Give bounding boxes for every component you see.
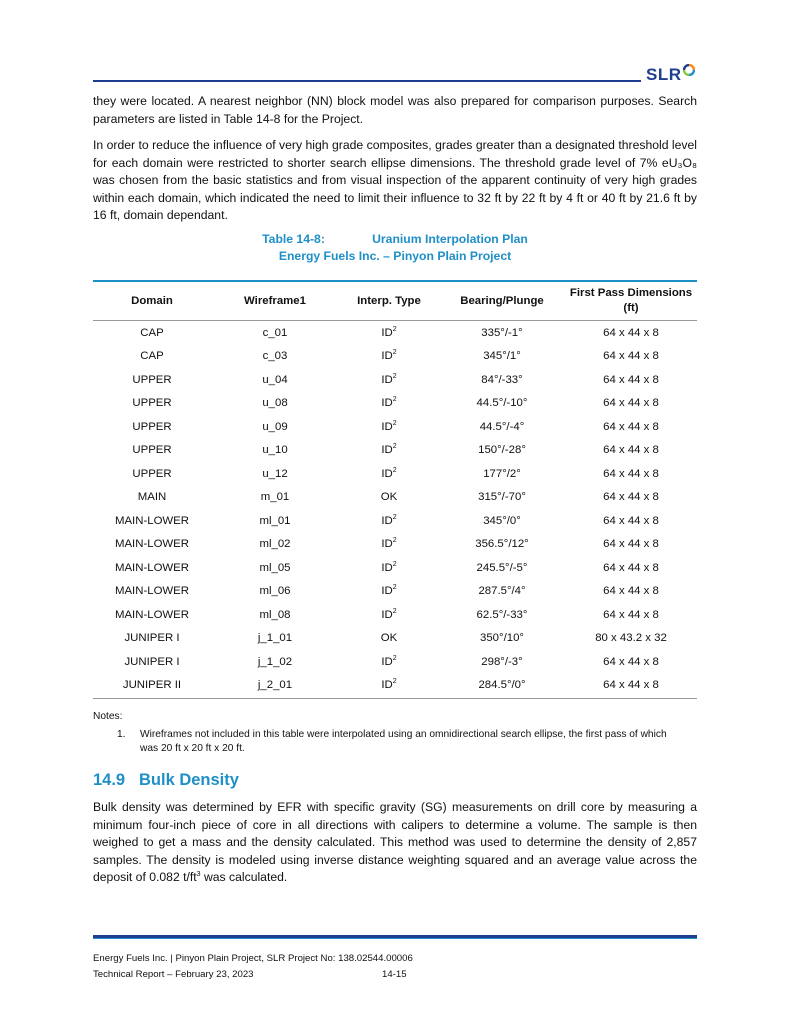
interp-type-superscript: 2 xyxy=(392,419,397,427)
section-number: 14.9 xyxy=(93,771,126,789)
cell-wireframe: j_1_02 xyxy=(257,655,293,668)
cell-first-pass-dimensions: 64 x 44 x 8 xyxy=(603,444,659,457)
interp-type-superscript: 2 xyxy=(392,678,397,686)
interp-type-text: ID xyxy=(381,467,393,480)
logo-mark-icon xyxy=(683,64,695,76)
logo-text: SLR xyxy=(646,65,682,84)
cell-wireframe: ml_02 xyxy=(259,538,291,551)
cell-interp-type xyxy=(339,656,439,668)
cell-interp-type xyxy=(339,491,439,503)
cell-first-pass-dimensions: 64 x 44 x 8 xyxy=(603,350,659,363)
interp-type-superscript: 2 xyxy=(392,654,397,662)
cell-interp-type xyxy=(339,327,439,339)
cell-first-pass-dimensions: 64 x 44 x 8 xyxy=(603,608,659,621)
cell-first-pass-dimensions: 64 x 44 x 8 xyxy=(603,538,659,551)
cell-domain: UPPER xyxy=(132,420,172,433)
cell-bearing-plunge: 44.5°/-10° xyxy=(476,397,528,410)
table-row xyxy=(93,486,697,510)
cell-first-pass-dimensions: 64 x 44 x 8 xyxy=(603,514,659,527)
cell-bearing-plunge: 356.5°/12° xyxy=(475,538,529,551)
cell-domain: JUNIPER I xyxy=(124,632,180,645)
interp-type-superscript: 2 xyxy=(392,396,397,404)
cell-wireframe: c_01 xyxy=(262,326,288,339)
paragraph-bulk-density xyxy=(93,799,697,887)
column-header-interp-type: Interp. Type xyxy=(357,294,421,307)
column-header-bearing: Bearing/Plunge xyxy=(460,294,544,307)
footer-page-number: 14-15 xyxy=(382,969,407,980)
interp-type-text: ID xyxy=(381,679,393,692)
cell-interp-type xyxy=(339,609,439,621)
interp-type-text: OK xyxy=(380,632,398,645)
cell-bearing-plunge: 345°/1° xyxy=(483,350,521,363)
cell-domain: CAP xyxy=(140,326,164,339)
interp-type-text: ID xyxy=(381,373,393,386)
cell-first-pass-dimensions: 64 x 44 x 8 xyxy=(603,679,659,692)
interp-type-text: ID xyxy=(381,326,393,339)
interp-type-text: ID xyxy=(381,608,393,621)
cell-wireframe: u_08 xyxy=(262,397,288,410)
column-header-domain: Domain xyxy=(131,294,173,307)
cell-domain: JUNIPER I xyxy=(124,655,180,668)
cell-bearing-plunge: 287.5°/4° xyxy=(478,585,526,598)
cell-wireframe: ml_01 xyxy=(259,514,291,527)
interp-type-text: ID xyxy=(381,538,393,551)
bulk-density-text-end: was calculated. xyxy=(200,870,288,884)
cell-domain: UPPER xyxy=(132,467,172,480)
cell-bearing-plunge: 84°/-33° xyxy=(481,373,523,386)
notes-heading: Notes: xyxy=(93,711,123,722)
cell-bearing-plunge: 177°/2° xyxy=(483,467,521,480)
note-number: 1. xyxy=(117,729,126,740)
bulk-density-text: Bulk density was determined by EFR with specific gravity (SG) measurements on drill core by measuring a minimum four-inch piece of core in all directions with calipers to determine a volume. The sample is then weighed to get a mass and the density calculated. This method was used to determine the density of 2,857 samples. The density is modeled using inverse distance weighting squared and an average value across the deposit of 0.082 t/ft xyxy=(93,800,697,884)
interp-type-text: ID xyxy=(381,397,393,410)
note-item xyxy=(117,728,687,756)
interp-type-superscript: 2 xyxy=(392,560,397,568)
cell-bearing-plunge: 284.5°/0° xyxy=(478,679,526,692)
table-body xyxy=(93,321,697,697)
table-row xyxy=(93,415,697,439)
interp-type-superscript: 2 xyxy=(392,325,397,333)
interp-type-text: OK xyxy=(380,491,398,504)
table-row xyxy=(93,556,697,580)
interp-type-text: ID xyxy=(381,350,393,363)
interp-type-superscript: 2 xyxy=(392,513,397,521)
table-caption xyxy=(93,231,697,248)
cell-first-pass-dimensions: 64 x 44 x 8 xyxy=(603,585,659,598)
cell-domain: MAIN-LOWER xyxy=(114,538,190,551)
table-row xyxy=(93,345,697,369)
note-text: Wireframes not included in this table were interpolated using an omnidirectional search ellipse, the first pass of which was 20 ft x 20 ft x 20 ft. xyxy=(140,729,667,754)
paragraph-nearest-neighbor: they were located. A nearest neighbor (NN) block model was also prepared for comparison purposes. Search parameters are listed in Table 14-8 for the Project. xyxy=(93,94,697,126)
table-row xyxy=(93,321,697,345)
cell-bearing-plunge: 345°/0° xyxy=(483,514,521,527)
header-rule xyxy=(93,80,641,82)
cell-first-pass-dimensions: 80 x 43.2 x 32 xyxy=(595,632,667,645)
footer-report-date: Technical Report – February 23, 2023 xyxy=(93,969,254,980)
cell-domain: JUNIPER II xyxy=(122,679,182,692)
cell-domain: MAIN-LOWER xyxy=(114,585,190,598)
interp-type-text: ID xyxy=(381,444,393,457)
cell-wireframe: j_1_01 xyxy=(257,632,293,645)
cell-domain: CAP xyxy=(140,350,164,363)
cell-interp-type xyxy=(339,679,439,691)
cell-first-pass-dimensions: 64 x 44 x 8 xyxy=(603,373,659,386)
cell-wireframe: ml_08 xyxy=(259,608,291,621)
cell-domain: MAIN-LOWER xyxy=(114,561,190,574)
interp-type-superscript: 2 xyxy=(392,443,397,451)
table-row xyxy=(93,627,697,651)
cell-interp-type xyxy=(339,515,439,527)
table-row xyxy=(93,603,697,627)
paragraph-high-grade-restriction: In order to reduce the influence of very high grade composites, grades greater than a designated threshold level for each domain were restricted to shorter search ellipse dimensions. The threshold grade level of 7% eU₃O₈ was chosen from the basic statistics and from visual inspection of the apparent continuity of very high grades within each domain, which indicated the need to limit their influence to 32 ft by 22 ft by 4 ft or 40 ft by 21.6 ft by 16 ft, domain dependant. xyxy=(93,138,697,222)
table-row xyxy=(93,580,697,604)
interp-type-superscript: 2 xyxy=(392,349,397,357)
cell-domain: MAIN-LOWER xyxy=(114,608,190,621)
cell-first-pass-dimensions: 64 x 44 x 8 xyxy=(603,397,659,410)
cell-interp-type xyxy=(339,397,439,409)
cell-interp-type xyxy=(339,538,439,550)
interp-type-text: ID xyxy=(381,420,393,433)
slr-logo xyxy=(646,63,695,85)
cell-bearing-plunge: 245.5°/-5° xyxy=(476,561,528,574)
cell-interp-type xyxy=(339,562,439,574)
cell-domain: UPPER xyxy=(132,444,172,457)
cell-wireframe: u_04 xyxy=(262,373,288,386)
cell-wireframe: c_03 xyxy=(262,350,288,363)
cell-first-pass-dimensions: 64 x 44 x 8 xyxy=(603,655,659,668)
table-number: Table 14-8: xyxy=(262,232,325,246)
interp-type-superscript: 2 xyxy=(392,584,397,592)
interp-type-text: ID xyxy=(381,585,393,598)
bulk-density-superscript: 3 xyxy=(196,870,201,878)
table-header-row xyxy=(93,282,697,321)
cell-interp-type xyxy=(339,585,439,597)
table-row xyxy=(93,439,697,463)
interp-type-text: ID xyxy=(381,561,393,574)
cell-interp-type xyxy=(339,632,439,644)
cell-bearing-plunge: 62.5°/-33° xyxy=(476,608,528,621)
interp-type-superscript: 2 xyxy=(392,537,397,545)
cell-domain: MAIN-LOWER xyxy=(114,514,190,527)
column-header-dimensions: First Pass Dimensions (ft) xyxy=(569,287,693,314)
cell-bearing-plunge: 150°/-28° xyxy=(478,444,526,457)
footer-project-line: Energy Fuels Inc. | Pinyon Plain Project, SLR Project No: 138.02544.00006 xyxy=(93,953,413,964)
cell-wireframe: ml_06 xyxy=(259,585,291,598)
cell-first-pass-dimensions: 64 x 44 x 8 xyxy=(603,420,659,433)
cell-interp-type xyxy=(339,374,439,386)
table-row xyxy=(93,368,697,392)
cell-wireframe: m_01 xyxy=(260,491,290,504)
interp-type-text: ID xyxy=(381,655,393,668)
cell-wireframe: ml_05 xyxy=(259,561,291,574)
cell-domain: UPPER xyxy=(132,373,172,386)
table-row xyxy=(93,650,697,674)
table-subtitle: Energy Fuels Inc. – Pinyon Plain Project xyxy=(278,249,512,263)
cell-first-pass-dimensions: 64 x 44 x 8 xyxy=(603,467,659,480)
cell-bearing-plunge: 315°/-70° xyxy=(478,491,526,504)
interp-type-superscript: 2 xyxy=(392,607,397,615)
cell-first-pass-dimensions: 64 x 44 x 8 xyxy=(603,326,659,339)
interp-type-superscript: 2 xyxy=(392,372,397,380)
interpolation-table xyxy=(93,280,697,699)
cell-bearing-plunge: 298°/-3° xyxy=(481,655,523,668)
section-heading xyxy=(93,771,239,790)
table-row xyxy=(93,674,697,698)
column-header-wireframe: Wireframe1 xyxy=(244,294,306,307)
cell-domain: MAIN xyxy=(137,491,167,504)
interp-type-superscript: 2 xyxy=(392,466,397,474)
table-bottom-rule xyxy=(93,698,697,699)
table-row xyxy=(93,462,697,486)
cell-wireframe: u_12 xyxy=(262,467,288,480)
section-title: Bulk Density xyxy=(139,771,239,789)
table-title: Uranium Interpolation Plan xyxy=(372,232,528,246)
cell-bearing-plunge: 44.5°/-4° xyxy=(479,420,525,433)
cell-bearing-plunge: 350°/10° xyxy=(480,632,524,645)
cell-interp-type xyxy=(339,350,439,362)
cell-bearing-plunge: 335°/-1° xyxy=(481,326,523,339)
cell-interp-type xyxy=(339,421,439,433)
footer-rule-accent xyxy=(93,938,697,939)
table-row xyxy=(93,533,697,557)
cell-interp-type xyxy=(339,468,439,480)
table-row xyxy=(93,392,697,416)
cell-wireframe: u_09 xyxy=(262,420,288,433)
cell-first-pass-dimensions: 64 x 44 x 8 xyxy=(603,561,659,574)
table-row xyxy=(93,509,697,533)
cell-first-pass-dimensions: 64 x 44 x 8 xyxy=(603,491,659,504)
cell-interp-type xyxy=(339,444,439,456)
interp-type-text: ID xyxy=(381,514,393,527)
cell-wireframe: j_2_01 xyxy=(257,679,293,692)
cell-wireframe: u_10 xyxy=(262,444,288,457)
cell-domain: UPPER xyxy=(132,397,172,410)
